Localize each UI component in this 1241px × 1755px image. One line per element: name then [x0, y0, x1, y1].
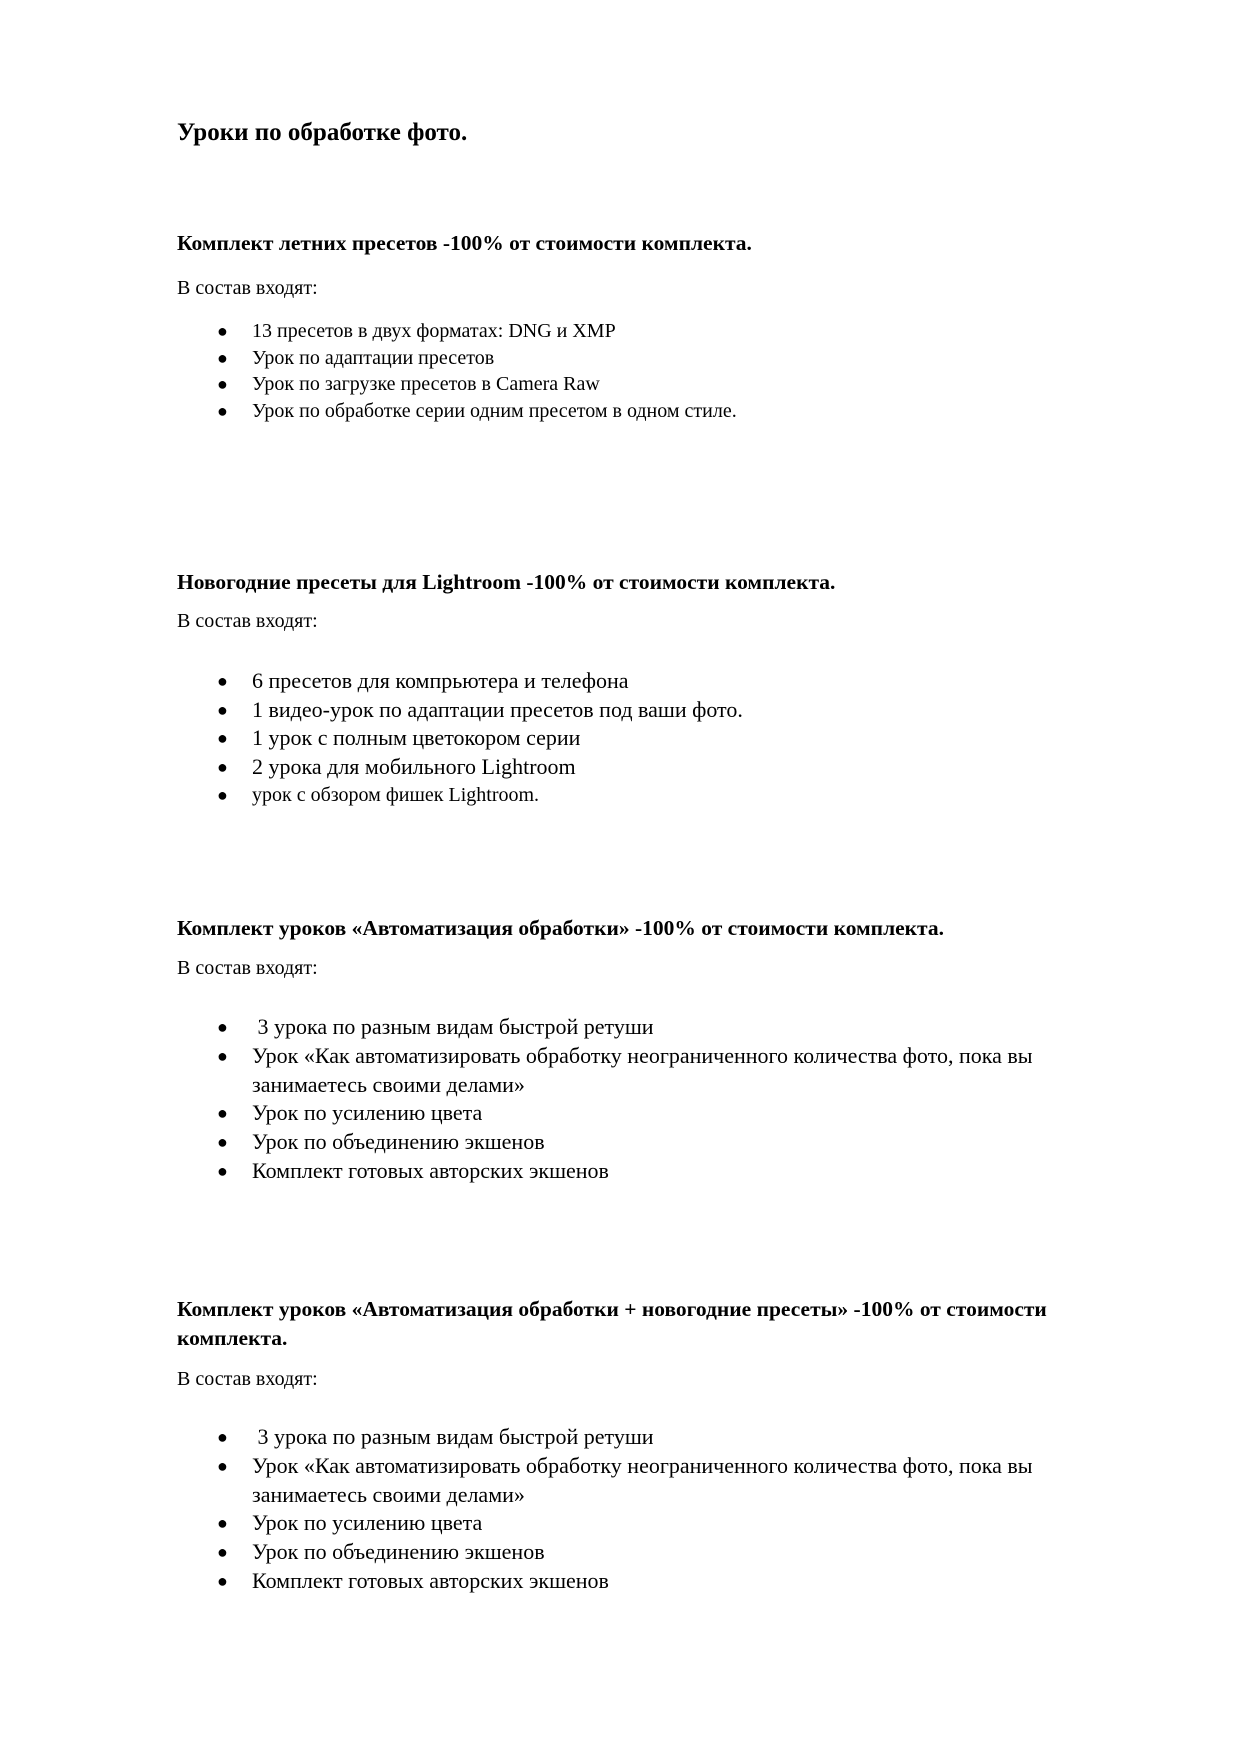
section-3-list: [177, 1013, 1107, 1186]
section-4-list: [177, 1423, 1107, 1596]
bullet-icon: ●: [217, 785, 228, 805]
list-item: ● 2 урока для мобильного Lightroom: [177, 753, 1107, 782]
section-2-intro: В состав входят:: [177, 610, 318, 632]
bullet-icon: ●: [217, 699, 228, 720]
bullet-icon: ●: [217, 1455, 228, 1476]
list-item: ● Комплект готовых авторских экшенов: [177, 1567, 1107, 1596]
list-item: ● Урок по усилению цвета: [177, 1509, 1107, 1538]
list-item: ● 3 урока по разным видам быстрой ретуши: [177, 1423, 1107, 1452]
section-1-list: [177, 318, 1107, 424]
list-item: ● Урок по объединению экшенов: [177, 1128, 1107, 1157]
section-3-intro: В состав входят:: [177, 957, 318, 979]
bullet-icon: ●: [217, 1570, 228, 1591]
bullet-icon: ●: [217, 400, 228, 421]
list-item: ● 13 пресетов в двух форматах: DNG и XMP: [177, 318, 1107, 345]
list-item: ● Урок «Как автоматизировать обработку неограниченного количества фото, пока вы занимаетесь своими делами»: [217, 1452, 1033, 1507]
bullet-icon: ●: [217, 347, 228, 368]
bullet-icon: ●: [217, 1045, 228, 1066]
document-title: Уроки по обработке фото.: [177, 119, 468, 146]
bullet-icon: ●: [217, 671, 228, 691]
bullet-icon: ●: [217, 1103, 228, 1124]
bullet-icon: ●: [217, 374, 228, 394]
list-item: ● Комплект готовых авторских экшенов: [177, 1157, 1107, 1186]
list-item: ● Урок по загрузке пресетов в Camera Raw: [177, 371, 1107, 398]
section-1-intro: В состав входят:: [177, 277, 318, 299]
list-item: ● Урок по объединению экшенов: [177, 1538, 1107, 1567]
bullet-icon: ●: [217, 1132, 228, 1153]
list-item: ● 6 пресетов для компрьютера и телефона: [177, 667, 1107, 696]
list-item: ● Урок «Как автоматизировать обработку неограниченного количества фото, пока вы занимаетесь своими делами»: [217, 1042, 1033, 1097]
list-item: ● 1 урок с полным цветокором серии: [177, 724, 1107, 753]
section-4-intro: В состав входят:: [177, 1368, 318, 1390]
list-item: ● Урок по усилению цвета: [177, 1099, 1107, 1128]
section-2-heading: Новогодние пресеты для Lightroom -100% от стоимости комплекта.: [177, 570, 836, 594]
list-item: ● 3 урока по разным видам быстрой ретуши: [177, 1013, 1107, 1042]
section-3-heading: Комплект уроков «Автоматизация обработки» -100% от стоимости комплекта.: [177, 916, 945, 940]
list-item: ● 1 видео-урок по адаптации пресетов под ваши фото.: [177, 696, 1107, 725]
bullet-icon: ●: [217, 1542, 228, 1563]
bullet-icon: ●: [217, 756, 228, 777]
bullet-icon: ●: [217, 1017, 228, 1037]
list-item: ● Урок по обработке серии одним пресетом в одном стиле.: [177, 398, 1107, 425]
bullet-icon: ●: [217, 1513, 228, 1534]
section-4-heading: Комплект уроков «Автоматизация обработки + новогодние пресеты» -100% от стоимости комплекта.: [177, 1297, 1047, 1350]
list-item: ● Урок по адаптации пресетов: [177, 345, 1107, 372]
section-2-list: [177, 667, 1107, 810]
section-1-heading: Комплект летних пресетов -100% от стоимости комплекта.: [177, 231, 752, 255]
list-item: ● урок с обзором фишек Lightroom.: [177, 781, 1107, 810]
bullet-icon: ●: [217, 1160, 228, 1181]
bullet-icon: ●: [217, 1427, 228, 1447]
bullet-icon: ●: [217, 321, 228, 341]
bullet-icon: ●: [217, 728, 228, 748]
